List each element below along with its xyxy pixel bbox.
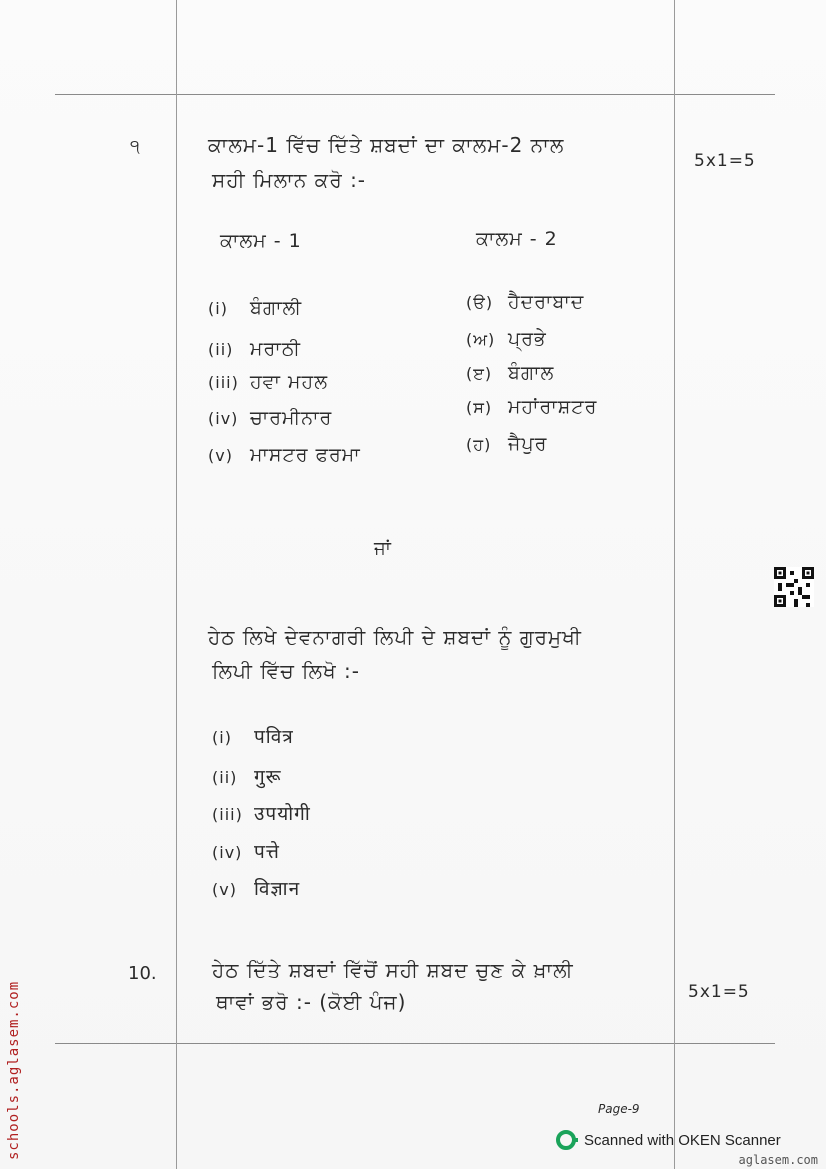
- q10-number: 10.: [128, 963, 157, 984]
- q9-number: ੧: [130, 136, 140, 157]
- item-text: ਜੈਪੁਰ: [508, 433, 548, 455]
- q9-alt-item: [212, 763, 281, 789]
- item-marker: (v): [208, 446, 233, 465]
- q9-column1-header: ਕਾਲਮ - 1: [220, 230, 302, 252]
- q9-alt-instruction-line2: ਲਿਪੀ ਵਿੱਚ ਲਿਖੋ :-: [212, 659, 360, 683]
- q10-instruction-line1: ਹੇਠ ਦਿੱਤੇ ਸ਼ਬਦਾਂ ਵਿੱਚੋਂ ਸਹੀ ਸ਼ਬਦ ਚੁਣ ਕੇ ਖ਼ਾਲੀ: [212, 958, 574, 982]
- item-marker: (ਹ): [466, 435, 492, 454]
- q9-col2-item: [466, 291, 584, 313]
- q9-col1-item: [208, 407, 332, 429]
- q9-marks: 5x1=5: [694, 151, 756, 171]
- bottom-rule: [55, 1043, 775, 1044]
- q10-instruction-line2: ਥਾਵਾਂ ਭਰੋ :- (ਕੋਈ ਪੰਜ): [216, 990, 407, 1014]
- item-marker: (ii): [212, 768, 238, 787]
- q9-column2-header: ਕਾਲਮ - 2: [476, 228, 558, 250]
- item-marker: (iv): [208, 409, 239, 428]
- item-text: ਪ੍ਰਭੇ: [508, 328, 547, 350]
- item-marker: (i): [208, 299, 228, 318]
- item-text: ਚਾਰਮੀਨਾਰ: [250, 407, 333, 429]
- q9-alt-instruction-line1: ਹੇਠ ਲਿਖੇ ਦੇਵਨਾਗਰੀ ਲਿਪੀ ਦੇ ਸ਼ਬਦਾਂ ਨੂੰ ਗੁਰਮੁਖੀ: [208, 625, 582, 649]
- q9-instruction-line1: ਕਾਲਮ-1 ਵਿੱਚ ਦਿੱਤੇ ਸ਼ਬਦਾਂ ਦਾ ਕਾਲਮ-2 ਨਾਲ: [208, 133, 565, 157]
- item-text: ਮਹਾਂਰਾਸ਼ਟਰ: [508, 396, 598, 418]
- item-marker: (ਸ): [466, 398, 493, 417]
- item-text: गुरू: [254, 766, 282, 788]
- q9-col1-item: [208, 371, 328, 393]
- item-marker: (iv): [212, 843, 243, 862]
- item-marker: (ੲ): [466, 364, 493, 383]
- item-text: ਬੰਗਾਲੀ: [250, 297, 303, 319]
- item-text: ਬੰਗਾਲ: [508, 362, 555, 384]
- q9-col1-item: [208, 444, 361, 466]
- q9-col2-item: [466, 396, 597, 418]
- or-separator: ਜਾਂ: [374, 538, 391, 559]
- q9-instruction-line2: ਸਹੀ ਮਿਲਾਨ ਕਰੋ :-: [212, 168, 367, 192]
- q10-marks: 5x1=5: [688, 982, 750, 1002]
- item-text: उपयोगी: [254, 803, 311, 825]
- q9-col1-item: [208, 297, 302, 319]
- item-text: ਹੈਦਰਾਬਾਦ: [508, 291, 585, 313]
- item-text: ਮਰਾਠੀ: [250, 338, 301, 360]
- side-watermark: schools.aglasem.com: [6, 980, 22, 1160]
- item-marker: (ਅ): [466, 330, 496, 349]
- q9-alt-item: [212, 875, 300, 901]
- corner-watermark: aglasem.com: [738, 1153, 818, 1167]
- item-marker: (ii): [208, 340, 234, 359]
- item-text: ਮਾਸਟਰ ਫਰਮਾ: [250, 444, 361, 466]
- scanner-label: Scanned with OKEN Scanner: [584, 1131, 781, 1149]
- q9-col1-item: [208, 338, 301, 360]
- q9-col2-item: [466, 328, 547, 350]
- item-marker: (v): [212, 880, 237, 899]
- item-marker: (iii): [208, 373, 239, 392]
- left-column-divider: [176, 0, 177, 1169]
- q9-col2-item: [466, 433, 547, 455]
- item-text: पवित्र: [254, 726, 294, 748]
- right-column-divider: [674, 0, 675, 1169]
- q9-alt-item: [212, 723, 294, 749]
- item-marker: (i): [212, 728, 232, 747]
- scanner-badge: [556, 1130, 781, 1150]
- q9-col2-item: [466, 362, 554, 384]
- q9-alt-item: [212, 838, 280, 864]
- q9-alt-item: [212, 800, 311, 826]
- scanner-logo-icon: [556, 1130, 576, 1150]
- top-rule: [55, 94, 775, 95]
- item-text: पत्ते: [254, 841, 280, 863]
- item-marker: (iii): [212, 805, 243, 824]
- qr-code-icon: [774, 567, 814, 607]
- item-text: विज्ञान: [254, 878, 301, 900]
- item-marker: (ੳ): [466, 293, 494, 312]
- page-number: Page-9: [598, 1102, 640, 1116]
- item-text: ਹਵਾ ਮਹਲ: [250, 371, 329, 393]
